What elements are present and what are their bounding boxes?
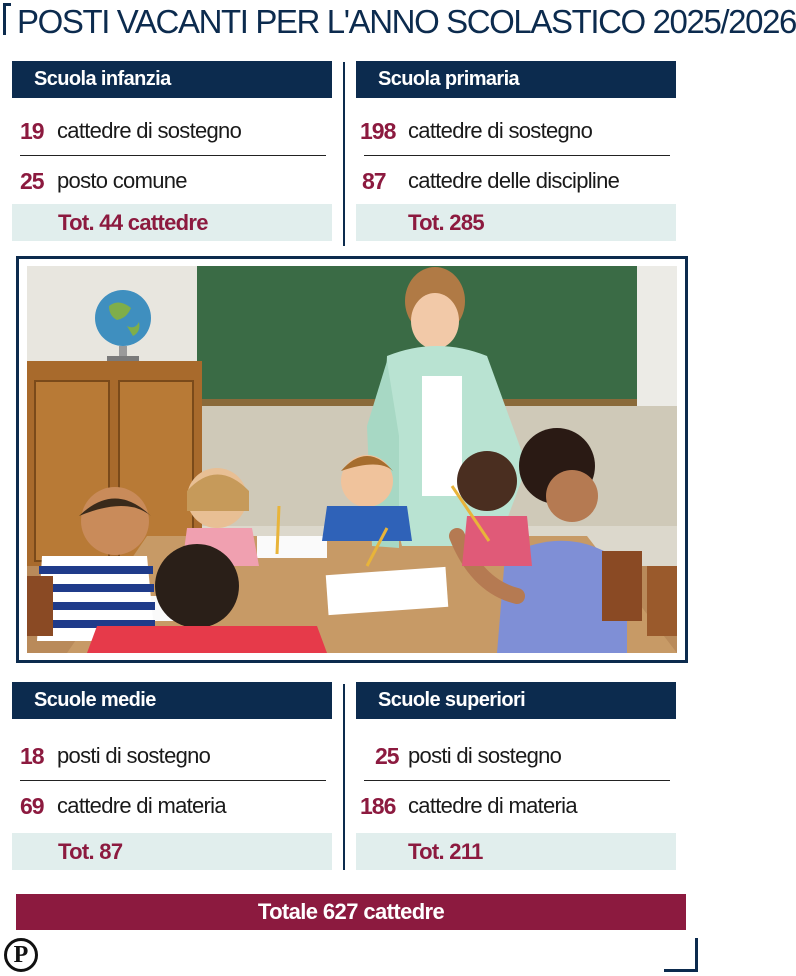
panel-scuole-medie [12,682,332,870]
stat-number: 186 [360,793,396,819]
stat-number: 19 [20,118,44,144]
stat-row [12,106,332,156]
classroom-photo [27,266,677,653]
panel-total: Tot. 87 [12,833,332,870]
stat-label: cattedre di materia [408,793,577,818]
panel-scuola-infanzia [12,61,332,241]
stat-number: 69 [20,793,44,819]
grand-total-bar: Totale 627 cattedre [16,894,686,930]
publisher-logo: P [4,938,38,972]
stat-label: cattedre di sostegno [408,118,593,143]
panel-scuola-primaria [356,61,676,241]
stat-row [12,731,332,781]
stat-label: cattedre delle discipline [408,168,620,193]
stat-number: 87 [362,168,386,194]
stat-number: 18 [20,743,44,769]
stat-label: posti di sostegno [57,743,211,768]
stat-row [12,781,332,831]
stat-label: posti di sostegno [408,743,562,768]
classroom-illustration [27,266,677,653]
column-divider [343,684,345,870]
panel-heading: Scuole medie [12,682,332,719]
panel-heading: Scuole superiori [356,682,676,719]
panel-total: Tot. 285 [356,204,676,241]
stat-row [356,731,676,781]
stat-label: cattedre di sostegno [57,118,242,143]
corner-bracket [664,938,698,972]
stat-label: posto comune [57,168,187,193]
panel-total: Tot. 211 [356,833,676,870]
panel-heading: Scuola infanzia [12,61,332,98]
panel-scuole-superiori [356,682,676,870]
stat-row [356,106,676,156]
stat-row [356,781,676,831]
stat-row [12,156,332,206]
stat-number: 25 [20,168,44,194]
stat-label: cattedre di materia [57,793,226,818]
page-title: POSTI VACANTI PER L'ANNO SCOLASTICO 2025/2026 [17,3,796,40]
stat-number: 198 [360,118,396,144]
title-bracket [3,3,11,35]
panel-total: Tot. 44 cattedre [12,204,332,241]
stat-row [356,156,676,206]
photo-frame [16,256,688,663]
stat-number: 25 [375,743,399,769]
column-divider [343,62,345,246]
panel-heading: Scuola primaria [356,61,676,98]
